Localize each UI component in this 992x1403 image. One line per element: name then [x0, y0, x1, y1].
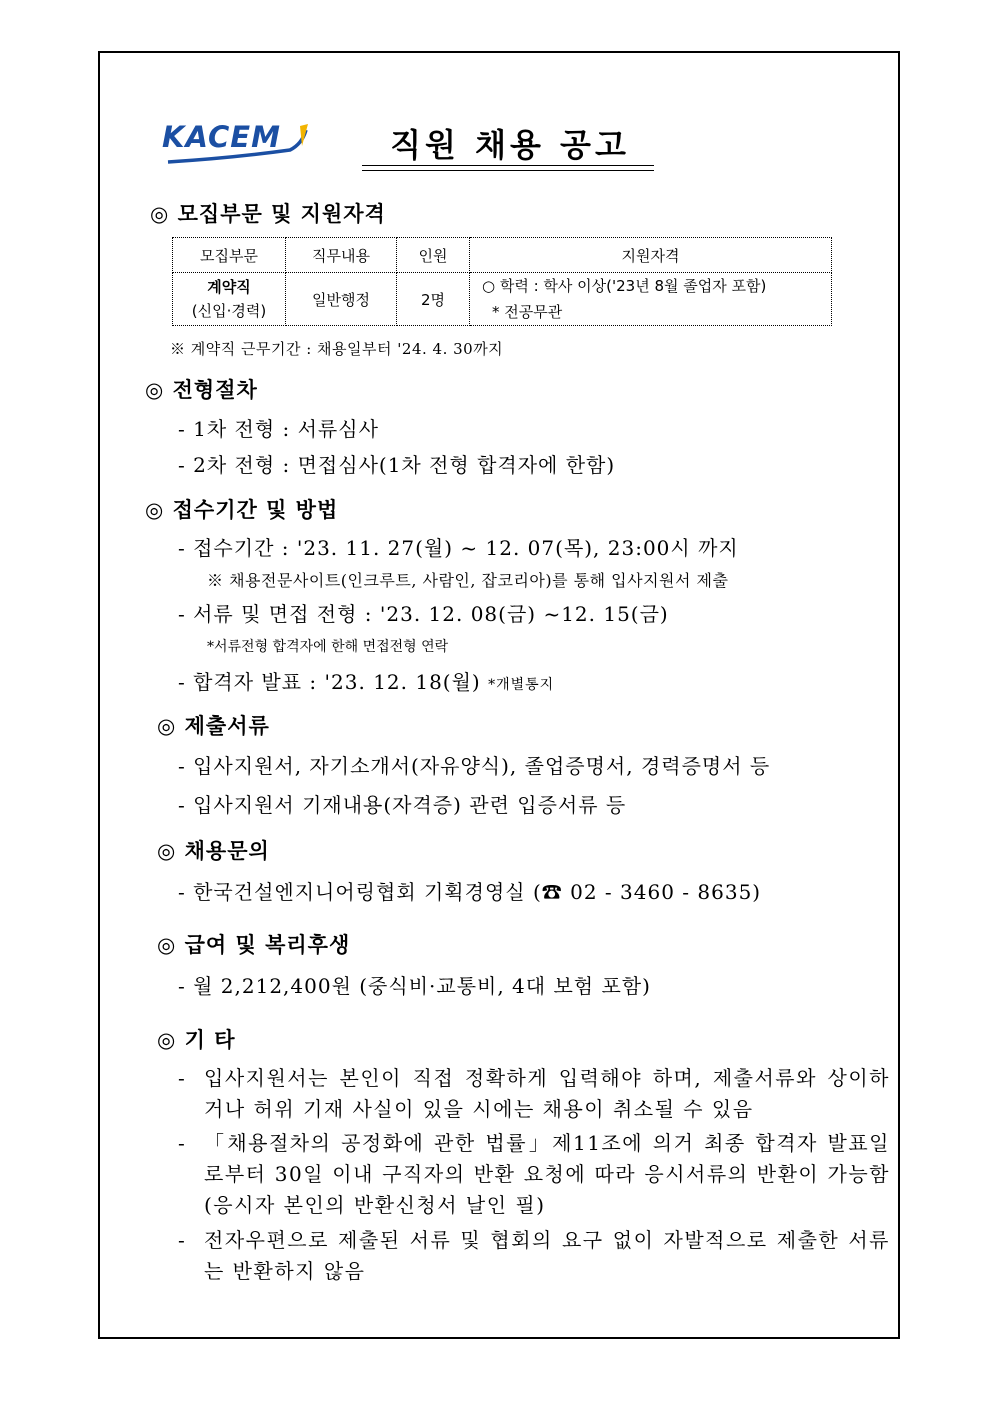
dept-subtype: (신입·경력): [191, 302, 267, 320]
screening-note: *서류전형 합격자에 한해 면접전형 연락: [207, 639, 449, 655]
page-title: 직원 채용 공고: [390, 126, 630, 164]
document-item: - 입사지원서 기재내용(자격증) 관련 입증서류 등: [178, 793, 627, 817]
title-underline: [362, 165, 654, 166]
procedure-item: - 1차 전형 : 서류심사: [178, 417, 379, 441]
qualification-line: ○ 학력 : 학사 이상('23년 8월 졸업자 포함): [482, 277, 767, 295]
title-underline-second: [362, 170, 654, 171]
section-title-documents: ◎ 제출서류: [157, 713, 270, 738]
other-item-text: 입사지원서는 본인이 직접 정확하게 입력해야 하며, 제출서류와 상이하거나 허위 기재 사실이 있을 시에는 채용이 취소될 수 있음: [204, 1066, 890, 1121]
table-header-cell: 직무내용: [286, 238, 397, 273]
section-title-application: ◎ 접수기간 및 방법: [145, 497, 339, 522]
section-title-recruitment: ◎ 모집부문 및 지원자격: [150, 201, 386, 226]
recruitment-table: [172, 237, 832, 326]
application-site-note: ※ 채용전문사이트(인크루트, 사람인, 잡코리아)를 통해 입사지원서 제출: [207, 571, 729, 590]
screening-period: - 서류 및 면접 전형 : '23. 12. 08(금) ~12. 15(금): [178, 602, 669, 626]
procedure-item: - 2차 전형 : 면접심사(1차 전형 합격자에 한함): [178, 453, 616, 477]
logo-swoosh-icon: [162, 120, 312, 168]
other-item-text: 전자우편으로 제출된 서류 및 협회의 요구 없이 자발적으로 제출한 서류는 반환하지 않음: [204, 1228, 890, 1283]
table-row: [173, 273, 832, 326]
dept-type: 계약직: [207, 278, 251, 296]
announcement-date: [178, 666, 554, 695]
table-header-cell: 모집부문: [173, 238, 286, 273]
inquiry-contact: - 한국건설엔지니어링협회 기획경영실 (☎ 02 - 3460 - 8635): [178, 880, 762, 904]
table-header-cell: 인원: [397, 238, 470, 273]
application-period: - 접수기간 : '23. 11. 27(월) ~ 12. 07(목), 23:00시 까지: [178, 536, 739, 560]
kacem-logo: [162, 120, 312, 168]
announcement-date-text: - 합격자 발표 : '23. 12. 18(월): [178, 670, 481, 694]
section-title-salary: ◎ 급여 및 복리후생: [157, 932, 351, 957]
section-title-other: ◎ 기 타: [157, 1027, 236, 1052]
table-header-row: [173, 238, 832, 273]
document-item: - 입사지원서, 자기소개서(자유양식), 졸업증명서, 경력증명서 등: [178, 754, 771, 778]
contract-period-note: ※ 계약직 근무기간 : 채용일부터 '24. 4. 30까지: [170, 340, 504, 358]
other-item-dash: -: [178, 1131, 187, 1155]
other-item: [178, 1225, 890, 1287]
other-item: [178, 1063, 890, 1125]
other-item-dash: -: [178, 1228, 187, 1252]
salary-info: - 월 2,212,400원 (중식비·교통비, 4대 보험 포함): [178, 974, 651, 998]
table-cell-qualification: [470, 273, 832, 326]
other-item: [178, 1128, 890, 1221]
table-cell-duty: 일반행정: [286, 273, 397, 326]
logo-text: KACEM: [162, 120, 281, 154]
section-title-procedure: ◎ 전형절차: [145, 377, 258, 402]
section-title-inquiry: ◎ 채용문의: [157, 838, 270, 863]
table-cell-count: 2명: [397, 273, 470, 326]
qualification-note: * 전공무관: [492, 303, 563, 321]
announcement-note: *개별통지: [488, 677, 555, 693]
table-cell-dept: [173, 273, 286, 326]
table-header-cell: 지원자격: [470, 238, 832, 273]
other-item-dash: -: [178, 1066, 187, 1090]
other-item-text: 「채용절차의 공정화에 관한 법률」제11조에 의거 최종 합격자 발표일로부터 30일 이내 구직자의 반환 요청에 따라 응시서류의 반환이 가능함 (응시자 본인의 반환신청서 날인 필): [204, 1131, 890, 1217]
